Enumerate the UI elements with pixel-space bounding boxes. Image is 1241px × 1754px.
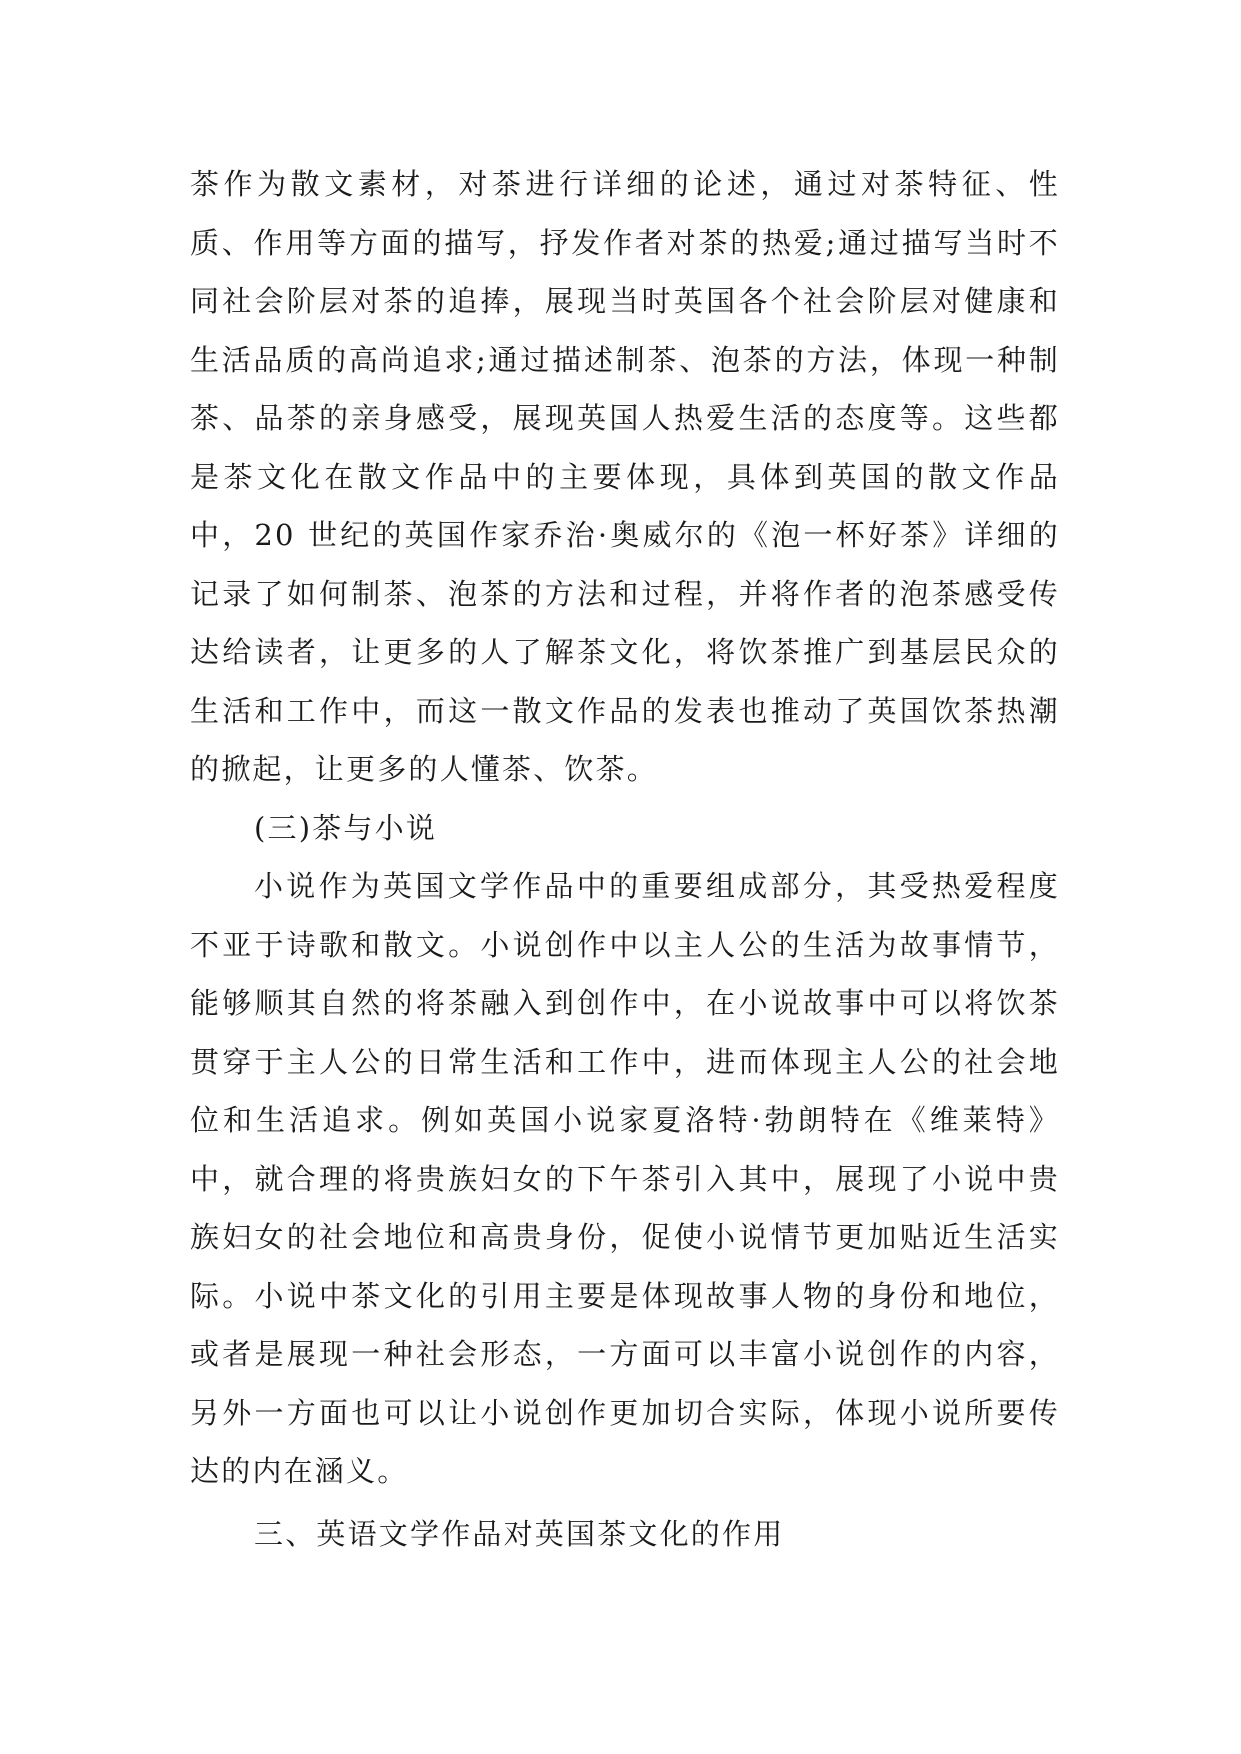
subsection-heading: (三)茶与小说 (254, 810, 438, 845)
document-body (190, 155, 1060, 1563)
body-paragraph: 茶作为散文素材，对茶进行详细的论述，通过对茶特征、性质、作用等方面的描写，抒发作者对茶的热爱;通过描写当时不同社会阶层对茶的追捧，展现当时英国各个社会阶层对健康和生活品质的高尚追求;通过描述制茶、泡茶的方法，体现一种制茶、品茶的亲身感受，展现英国人热爱生活的态度等。这些都是茶文化在散文作品中的主要体现，具体到英国的散文作品中，20 世纪的英国作家乔治·奥威尔的《泡一杯好茶》详细的记录了如何制茶、泡茶的方法和过程，并将作者的泡茶感受传达给读者，让更多的人了解茶文化，将饮茶推广到基层民众的生活和工作中，而这一散文作品的发表也推动了英国饮茶热潮的掀起，让更多的人懂茶、饮茶。 (190, 167, 1060, 786)
body-paragraph: 小说作为英国文学作品中的重要组成部分，其受热爱程度不亚于诗歌和散文。小说创作中以主人公的生活为故事情节，能够顺其自然的将茶融入到创作中，在小说故事中可以将饮茶贯穿于主人公的日常生活和工作中，进而体现主人公的社会地位和生活追求。例如英国小说家夏洛特·勃朗特在《维莱特》中，就合理的将贵族妇女的下午茶引入其中，展现了小说中贵族妇女的社会地位和高贵身份，促使小说情节更加贴近生活实际。小说中茶文化的引用主要是体现故事人物的身份和地位，或者是展现一种社会形态，一方面可以丰富小说创作的内容，另外一方面也可以让小说创作更加切合实际，体现小说所要传达的内在涵义。 (190, 869, 1060, 1488)
section-heading: 三、英语文学作品对英国茶文化的作用 (254, 1516, 785, 1551)
